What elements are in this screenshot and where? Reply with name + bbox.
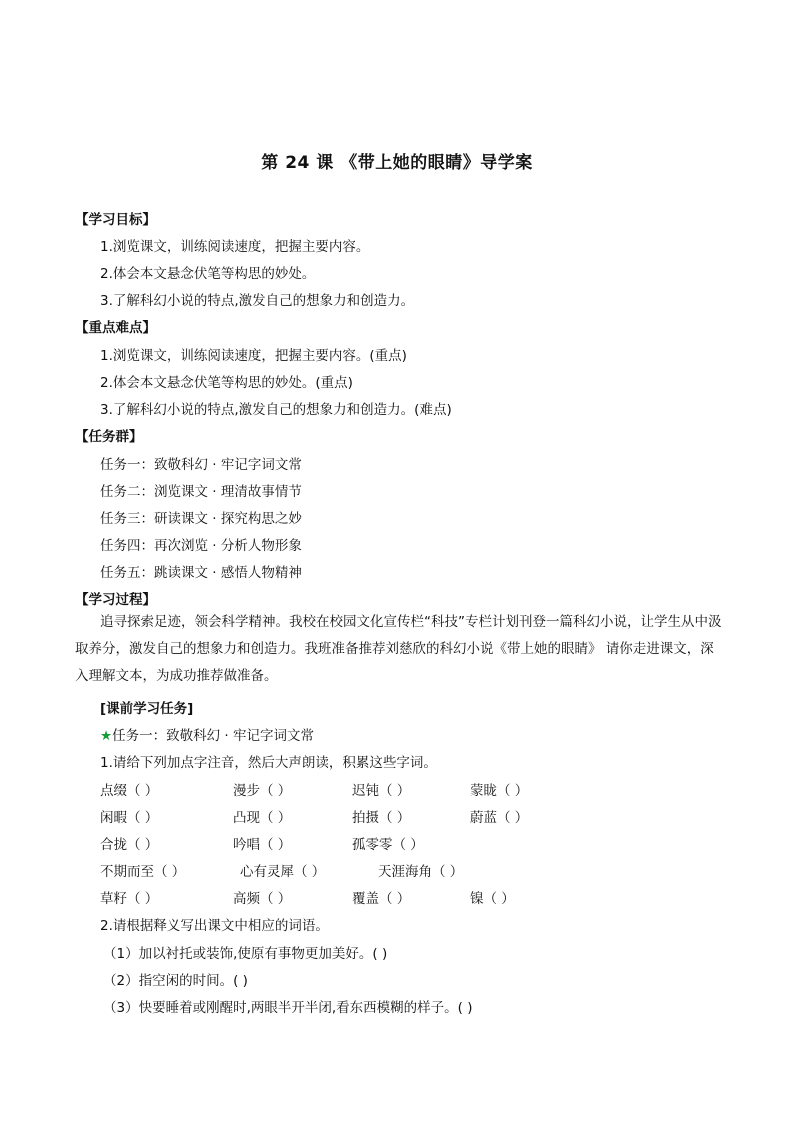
question-1: 1.请给下列加点字注音，然后大声朗读，积累这些字词。 (100, 755, 437, 771)
pinyin-item: 镍（ ） (470, 891, 515, 907)
goal-item: 1.浏览课文，训练阅读速度，把握主要内容。 (100, 239, 370, 255)
pinyin-item: 点缀（ ） (100, 783, 159, 799)
task1-label: 任务一：致敬科幻 · 牢记字词文常 (112, 728, 314, 744)
pinyin-item: 不期而至（ ） (100, 864, 186, 880)
pre-task-heading: [课前学习任务] (100, 701, 194, 717)
task-item: 任务五：跳读课文 · 感悟人物精神 (100, 565, 302, 581)
section-heading-goals: 【学习目标】 (75, 212, 156, 228)
keypoint-item: 3.了解科幻小说的特点,激发自己的想象力和创造力。(难点) (100, 402, 452, 418)
pinyin-item: 拍摄（ ） (352, 810, 411, 826)
task-item: 任务四：再次浏览 · 分析人物形象 (100, 538, 302, 554)
pinyin-item: 凸现（ ） (233, 810, 292, 826)
pinyin-item: 闲暇（ ） (100, 810, 159, 826)
section-heading-keypoints: 【重点难点】 (75, 320, 156, 336)
pinyin-item: 蒙眬（ ） (470, 783, 529, 799)
definition-item: （2）指空闲的时间。( ) (103, 973, 248, 989)
section-heading-process: 【学习过程】 (75, 592, 156, 608)
pinyin-item: 孤零零（ ） (352, 837, 424, 853)
pinyin-item: 高频（ ） (233, 891, 292, 907)
pinyin-item: 迟钝（ ） (352, 783, 411, 799)
goal-item: 3.了解科幻小说的特点,激发自己的想象力和创造力。 (100, 293, 415, 309)
section-heading-tasks: 【任务群】 (75, 429, 143, 445)
star-icon: ★ (100, 728, 113, 744)
definition-item: （3）快要睡着或刚醒时,两眼半开半闭,看东西模糊的样子。( ) (103, 1000, 473, 1016)
pinyin-item: 蔚蓝（ ） (470, 810, 529, 826)
pinyin-item: 心有灵犀（ ） (240, 864, 326, 880)
task1-heading (100, 724, 314, 744)
pinyin-item: 覆盖（ ） (352, 891, 411, 907)
pinyin-item: 吟唱（ ） (233, 837, 292, 853)
task-item: 任务一：致敬科幻 · 牢记字词文常 (100, 457, 302, 473)
task-item: 任务二：浏览课文 · 理清故事情节 (100, 484, 302, 500)
pinyin-item: 草籽（ ） (100, 891, 159, 907)
process-paragraph: 追寻探索足迹，领会科学精神。我校在校园文化宣传栏“科技”专栏计划刊登一篇科幻小说，让学生从中汲取养分，激发自己的想象力和创造力。我班准备推荐刘慈欣的科幻小说《带上她的眼睛》 请你走进课文，深入理解文本，为成功推荐做准备。 (75, 614, 722, 684)
keypoint-item: 1.浏览课文，训练阅读速度，把握主要内容。(重点) (100, 348, 407, 364)
pinyin-item: 天涯海角（ ） (378, 864, 464, 880)
pinyin-item: 漫步（ ） (233, 783, 292, 799)
definition-item: （1）加以衬托或装饰,使原有事物更加美好。( ) (103, 946, 388, 962)
pinyin-item: 合拢（ ） (100, 837, 159, 853)
task-item: 任务三：研读课文 · 探究构思之妙 (100, 511, 302, 527)
question-2: 2.请根据释义写出课文中相应的词语。 (100, 918, 329, 934)
page-title: 第 24 课 《带上她的眼睛》导学案 (261, 153, 533, 173)
goal-item: 2.体会本文悬念伏笔等构思的妙处。 (100, 266, 316, 282)
keypoint-item: 2.体会本文悬念伏笔等构思的妙处。(重点) (100, 375, 353, 391)
